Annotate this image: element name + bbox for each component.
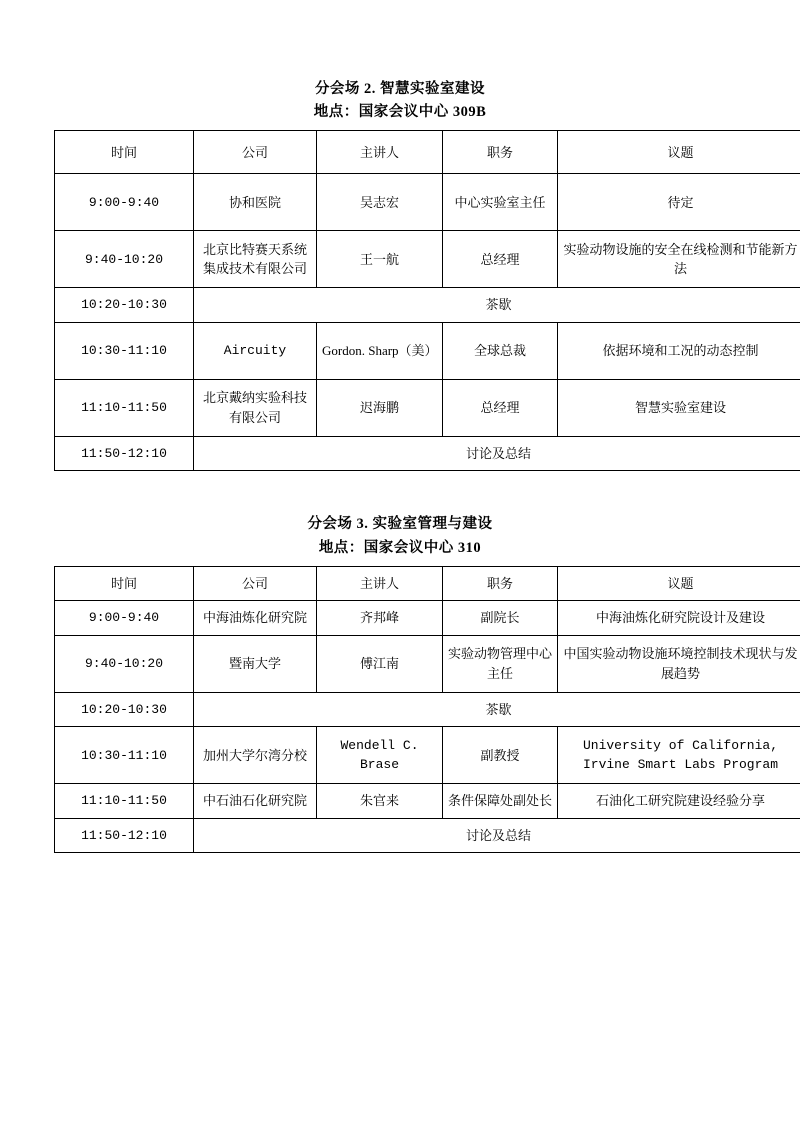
cell-speaker: 傅江南 (317, 635, 443, 692)
table-row (55, 174, 800, 231)
cell-speaker: 吴志宏 (317, 174, 443, 231)
section-title: 分会场 2. 智慧实验室建设 (314, 81, 486, 97)
header-speaker: 主讲人 (317, 131, 443, 174)
agenda-table-3 (54, 566, 800, 854)
cell-break-label: 茶歇 (194, 288, 800, 323)
cell-role: 实验动物管理中心主任 (443, 635, 558, 692)
section-title: 分会场 3. 实验室管理与建设 (307, 516, 493, 533)
header-company: 公司 (194, 131, 317, 174)
header-time: 时间 (55, 131, 194, 174)
table-row (55, 379, 800, 436)
cell-role: 总经理 (443, 379, 558, 436)
table-header-row (55, 566, 800, 601)
section-location: 地点：国家会议中心 310 (318, 539, 482, 556)
cell-time: 9:00-9:40 (55, 174, 194, 231)
table-row (55, 784, 800, 819)
cell-role: 总经理 (443, 231, 558, 288)
cell-topic: 智慧实验室建设 (558, 379, 800, 436)
cell-time: 11:50-12:10 (55, 818, 194, 853)
cell-company: 北京比特赛天系统集成技术有限公司 (194, 231, 317, 288)
cell-topic: 依据环境和工况的动态控制 (558, 322, 800, 379)
header-topic: 议题 (558, 566, 800, 601)
cell-role: 副院长 (443, 601, 558, 636)
cell-speaker: 朱官来 (317, 784, 443, 819)
cell-speaker: 王一航 (317, 231, 443, 288)
header-topic: 议题 (558, 131, 800, 174)
agenda-table-2 (54, 130, 800, 471)
cell-break-label: 茶歇 (194, 692, 800, 727)
cell-company: 中石油石化研究院 (194, 784, 317, 819)
session-section-3 (54, 513, 798, 853)
cell-time: 9:00-9:40 (55, 601, 194, 636)
cell-time: 11:10-11:50 (55, 379, 194, 436)
session-section-2 (54, 78, 798, 471)
cell-role: 中心实验室主任 (443, 174, 558, 231)
cell-time: 9:40-10:20 (55, 635, 194, 692)
table-row-summary (55, 436, 800, 471)
cell-company: Aircuity (194, 322, 317, 379)
header-role: 职务 (443, 566, 558, 601)
table-row (55, 601, 800, 636)
cell-speaker: 迟海鹏 (317, 379, 443, 436)
cell-topic: 中国实验动物设施环境控制技术现状与发展趋势 (558, 635, 800, 692)
cell-company: 暨南大学 (194, 635, 317, 692)
header-time: 时间 (55, 566, 194, 601)
table-row-break (55, 288, 800, 323)
cell-time: 9:40-10:20 (55, 231, 194, 288)
cell-role: 全球总裁 (443, 322, 558, 379)
cell-topic: University of California, Irvine Smart Labs Program (558, 727, 800, 784)
cell-speaker: Gordon. Sharp（美） (317, 322, 443, 379)
cell-topic: 实验动物设施的安全在线检测和节能新方法 (558, 231, 800, 288)
header-company: 公司 (194, 566, 317, 601)
cell-topic: 待定 (558, 174, 800, 231)
cell-time: 11:10-11:50 (55, 784, 194, 819)
header-speaker: 主讲人 (317, 566, 443, 601)
cell-company: 中海油炼化研究院 (194, 601, 317, 636)
cell-speaker: 齐邦峰 (317, 601, 443, 636)
header-role: 职务 (443, 131, 558, 174)
table-row (55, 322, 800, 379)
table-row (55, 727, 800, 784)
table-row (55, 231, 800, 288)
cell-company: 北京戴纳实验科技有限公司 (194, 379, 317, 436)
table-row-summary (55, 818, 800, 853)
cell-topic: 石油化工研究院建设经验分享 (558, 784, 800, 819)
cell-role: 条件保障处副处长 (443, 784, 558, 819)
cell-summary-label: 讨论及总结 (194, 436, 800, 471)
cell-time: 10:30-11:10 (55, 322, 194, 379)
cell-role: 副教授 (443, 727, 558, 784)
section-location: 地点：国家会议中心 309B (313, 104, 487, 121)
cell-time: 11:50-12:10 (55, 436, 194, 471)
cell-company: 加州大学尔湾分校 (194, 727, 317, 784)
table-header-row (55, 131, 800, 174)
cell-time: 10:30-11:10 (55, 727, 194, 784)
table-row-break (55, 692, 800, 727)
cell-speaker: Wendell C. Brase (317, 727, 443, 784)
cell-summary-label: 讨论及总结 (194, 818, 800, 853)
cell-time: 10:20-10:30 (55, 288, 194, 323)
cell-time: 10:20-10:30 (55, 692, 194, 727)
cell-topic: 中海油炼化研究院设计及建设 (558, 601, 800, 636)
cell-company: 协和医院 (194, 174, 317, 231)
table-row (55, 635, 800, 692)
